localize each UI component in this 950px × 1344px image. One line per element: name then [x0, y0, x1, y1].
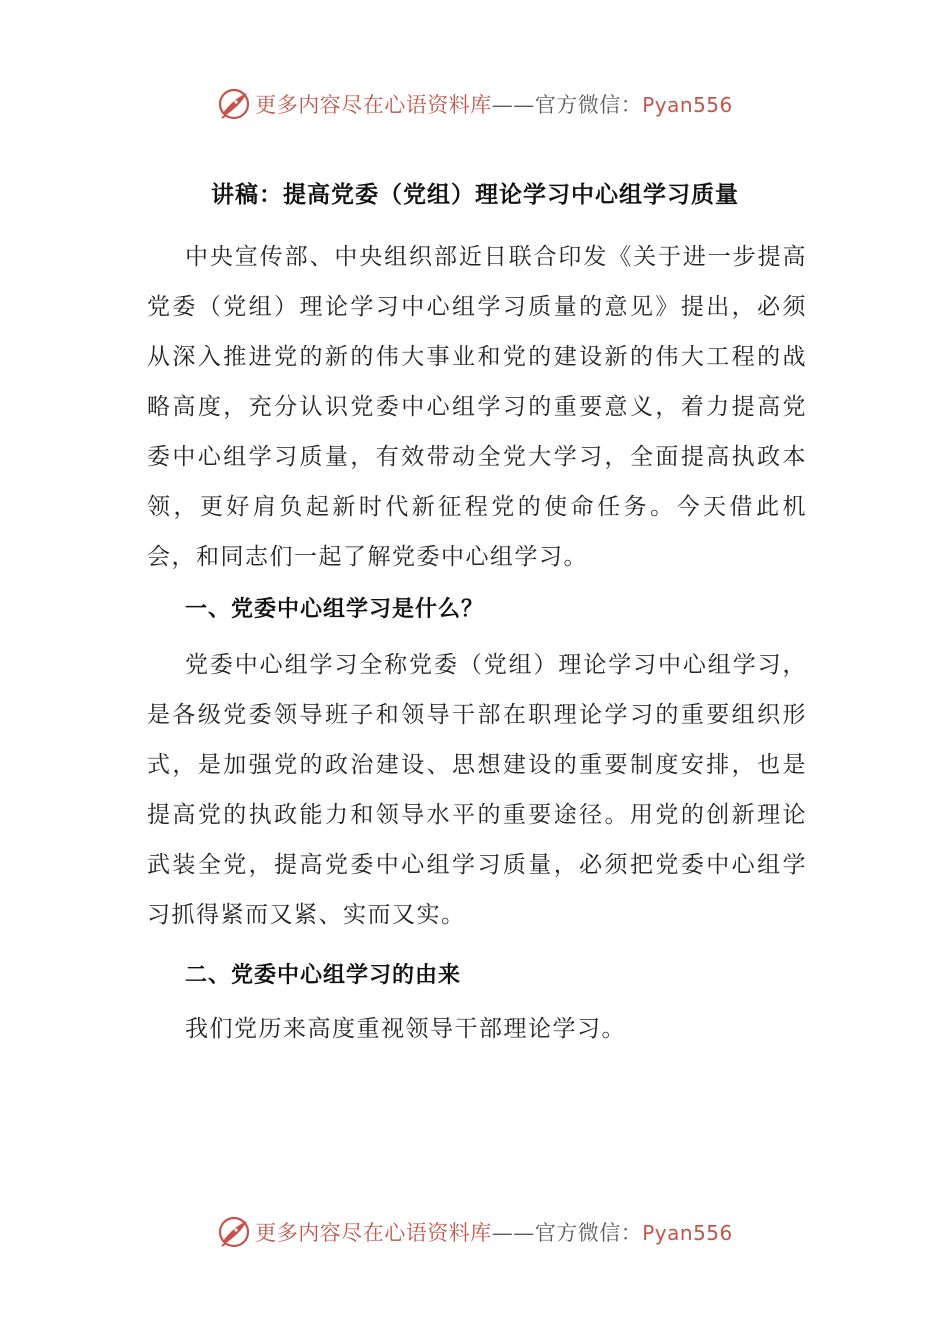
section-2-paragraph: 我们党历来高度重视领导干部理论学习。: [185, 1016, 626, 1042]
watermark-label: 官方微信：: [534, 93, 643, 117]
watermark-text: [255, 89, 733, 119]
header-watermark: [0, 84, 950, 124]
watermark-handle: Pyan556: [642, 93, 733, 117]
footer-watermark: [0, 1212, 950, 1252]
watermark-main: 更多内容尽在心语资料库: [255, 93, 492, 117]
watermark-main: 更多内容尽在心语资料库: [255, 1221, 492, 1245]
watermark-label: 官方微信：: [534, 1221, 643, 1245]
watermark-dash: ——: [491, 1221, 535, 1245]
section-1-paragraph: 党委中心组学习全称党委（党组）理论学习中心组学习，是各级党委领导班子和领导干部在职理论学习的重要组织形式，是加强党的政治建设、思想建设的重要制度安排，也是提高党的执政能力和领导水平的重要途径。用党的创新理论武装全党，提高党委中心组学习质量，必须把党委中心组学习抓得紧而又紧、实而又实。: [147, 652, 807, 928]
section-1-heading: 一、党委中心组学习是什么？: [185, 597, 485, 622]
watermark-handle: Pyan556: [642, 1221, 733, 1245]
watermark-dash: ——: [491, 93, 535, 117]
intro-paragraph: 中央宣传部、中央组织部近日联合印发《关于进一步提高党委（党组）理论学习中心组学习质量的意见》提出，必须从深入推进党的新的伟大事业和党的建设新的伟大工程的战略高度，充分认识党委中心组学习的重要意义，着力提高党委中心组学习质量，有效带动全党大学习，全面提高执政本领，更好肩负起新时代新征程党的使命任务。今天借此机会，和同志们一起了解党委中心组学习。: [147, 244, 807, 570]
document-title: 讲稿：提高党委（党组）理论学习中心组学习质量: [211, 182, 739, 208]
section-2-heading: 二、党委中心组学习的由来: [185, 963, 462, 988]
pen-nib-logo-icon: [217, 1215, 251, 1249]
watermark-text: [255, 1217, 733, 1247]
pen-nib-logo-icon: [217, 87, 251, 121]
